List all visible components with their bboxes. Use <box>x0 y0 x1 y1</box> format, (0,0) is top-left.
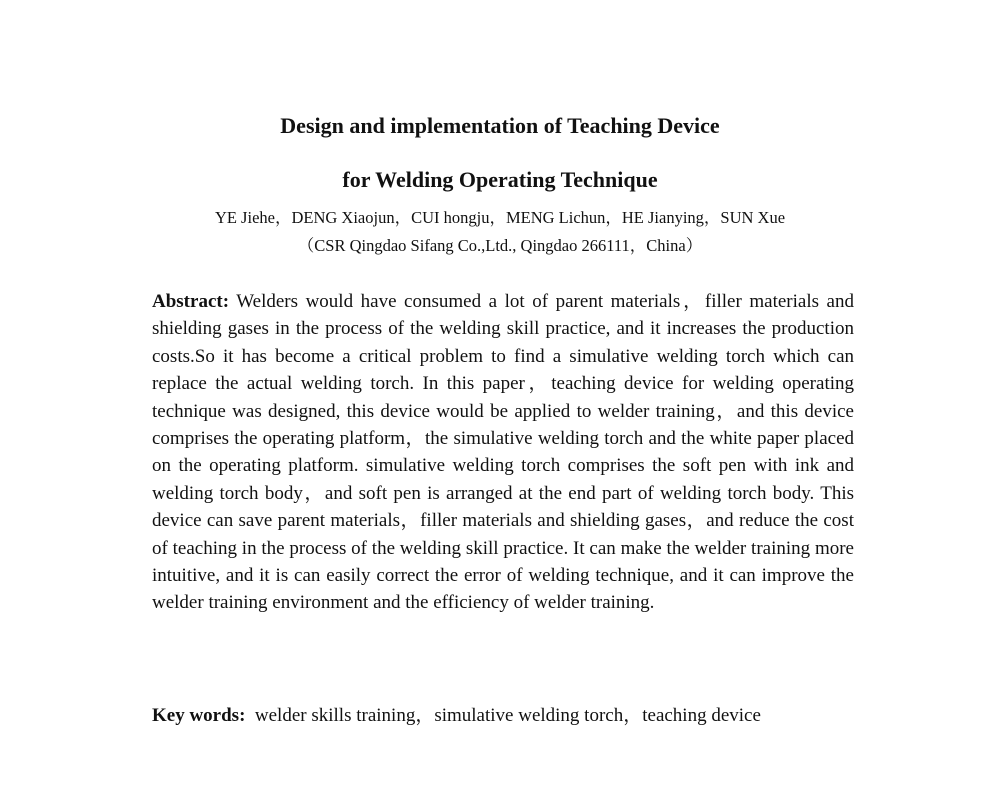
keywords-line <box>152 702 854 729</box>
author-list: YE Jiehe，DENG Xiaojun，CUI hongju，MENG Lichun，HE Jianying，SUN Xue <box>214 208 786 227</box>
abstract-label: Abstract: <box>152 291 230 312</box>
abstract-paragraph <box>152 288 854 617</box>
author-affiliation: （CSR Qingdao Sifang Co.,Ltd., Qingdao 266111，China） <box>297 236 703 255</box>
abstract-text: Welders would have consumed a lot of parent materials，filler materials and shielding gases in the process of the welding skill practice, and it increases the production costs.So it has become a critical problem to find a simulative welding torch which can replace the actual welding torch. In this paper，teaching device for welding operating technique was designed, this device would be applied to welder training，and this device comprises the operating platform，the simulative welding torch and the white paper placed on the operating platform. simulative welding torch comprises the soft pen with ink and welding torch body，and soft pen is arranged at the end part of welding torch body. This device can save parent materials，filler materials and shielding gases，and reduce the cost of teaching in the process of the welding skill practice. It can make the welder training more intuitive, and it is can easily correct the error of welding technique, and it can improve the welder training environment and the efficiency of welder training. <box>152 291 854 614</box>
paper-title-line-1: Design and implementation of Teaching Device <box>280 113 720 138</box>
keywords-text: welder skills training，simulative welding torch，teaching device <box>254 705 761 726</box>
paper-title-line-2: for Welding Operating Technique <box>342 167 658 192</box>
keywords-label: Key words: <box>152 705 246 726</box>
